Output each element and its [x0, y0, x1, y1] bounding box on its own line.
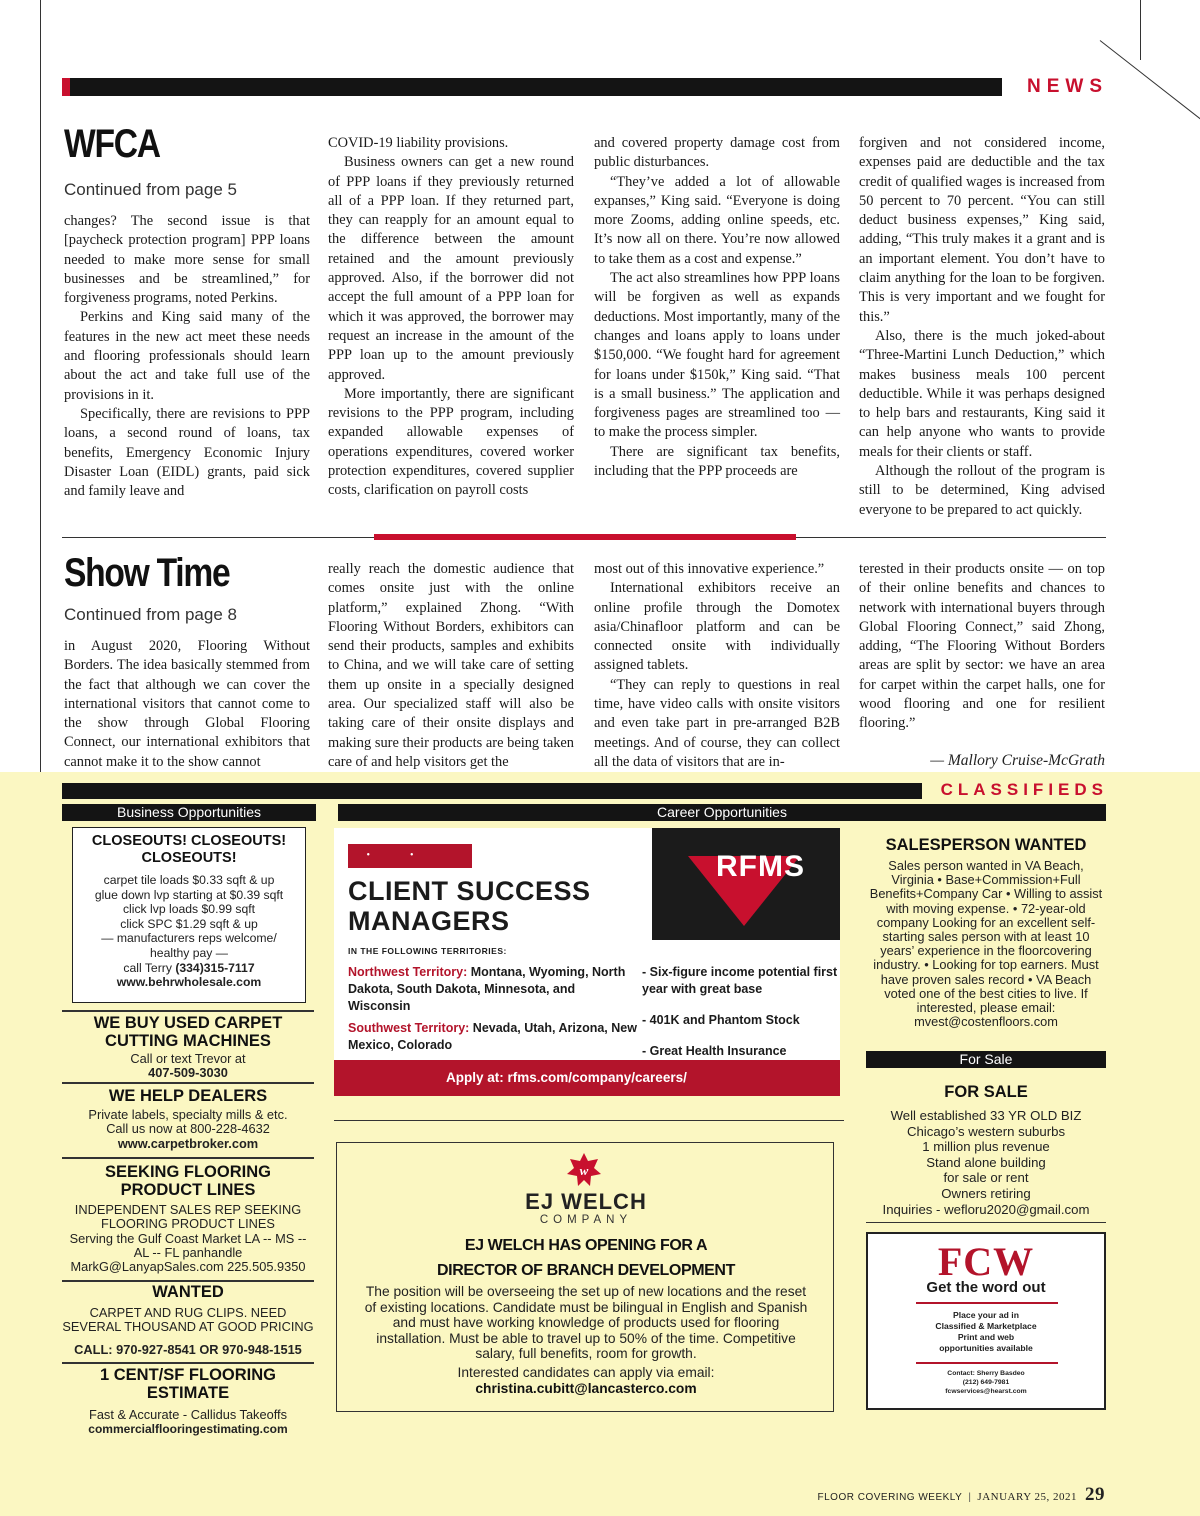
for-sale-separator	[866, 1222, 1106, 1223]
trim-mark-diagonal	[1100, 40, 1200, 127]
ad-title: WE BUY USED CARPET CUTTING MACHINES	[93, 1014, 283, 1050]
header-bar	[62, 78, 1002, 96]
classified-separator	[62, 1157, 314, 1159]
paragraph: Although the rollout of the program is still to be determined, King advised everyone to be prepared to act quickly.	[859, 463, 1105, 518]
rfms-territory-southwest	[348, 1020, 638, 1054]
trim-mark-left	[40, 0, 41, 772]
rfms-headline-line: MANAGERS	[348, 906, 510, 936]
paragraph: “They’ve added a lot of allowable expanses,” King said. “Everyone is doing more Zooms, adding online speeds, etc. It’s now all on there. You’re now allowed to take them as a cost and expense.”	[594, 173, 840, 267]
rfms-territory-northwest	[348, 964, 638, 1015]
paragraph: Perkins and King said many of the features in the new act meet these needs and flooring professionals should learn about the act and take full use of the provisions in it.	[64, 309, 310, 403]
wfca-headline: WFCA	[64, 122, 160, 166]
ad-title: WANTED	[152, 1283, 224, 1301]
closeouts-lines	[73, 873, 305, 990]
ejwelch-company: COMPANY	[539, 1214, 633, 1226]
ad-line: — manufacturers reps welcome/	[101, 931, 277, 946]
ad-title: FOR SALE	[944, 1083, 1028, 1101]
paragraph: There are significant tax benefits, including that the PPP proceeds are	[594, 443, 840, 480]
fcw-contact	[868, 1370, 1104, 1396]
paragraph: in August 2020, Flooring Without Borders. The idea basically stemmed from the fact that although we can cover the international visitors that cannot come to the show through Global Flooring Connect, our international exhibitors that cannot make it to the show cannot	[64, 638, 310, 770]
ad-phone[interactable]: 407-509-3030	[148, 1065, 228, 1081]
rfms-logo-text: RFMS	[716, 850, 805, 883]
closeouts-title: CLOSEOUTS! CLOSEOUTS! CLOSEOUTS!	[91, 833, 287, 866]
category-for-sale: For Sale	[866, 1051, 1106, 1068]
rfms-apply-link[interactable]: Apply at: rfms.com/company/careers/	[334, 1060, 840, 1096]
fcw-rule	[916, 1302, 1058, 1304]
showtime-continued-line: Continued from page 8	[64, 605, 237, 624]
seeking-lines-ad	[62, 1163, 314, 1274]
ad-line: Serving the Gulf Coast Market LA -- MS -- AL -- FL panhandle	[69, 1230, 307, 1260]
ejwelch-ad	[336, 1142, 834, 1412]
fcw-logo: FCW	[937, 1239, 1035, 1284]
estimate-ad	[62, 1366, 314, 1437]
rfms-benefit: - Six-figure income potential first year with great base	[642, 965, 838, 996]
fcw-tagline: Get the word out	[926, 1279, 1046, 1296]
showtime-column-1	[64, 637, 310, 772]
rfms-logo	[652, 828, 840, 940]
fcw-rule	[916, 1362, 1058, 1364]
paragraph: changes? The second issue is that [paycheck protection program] PPP loans needed to make more sense for small businesses and be streamlined,” for forgiveness programs, noted Perkins.	[64, 213, 310, 307]
story-divider	[62, 537, 1106, 538]
ad-line: for sale or rent	[943, 1170, 1029, 1186]
rfms-benefit: - 401K and Phantom Stock	[642, 1013, 800, 1027]
category-business-opportunities: Business Opportunities	[62, 804, 316, 821]
ejwelch-email[interactable]: christina.cubitt@lancasterco.com	[475, 1381, 697, 1396]
showtime-headline: Show Time	[64, 551, 230, 595]
paragraph: Also, there is the much joked-about “Three-Martini Lunch Deduction,” which makes business meals 100 percent deductible. While it was perhaps designed to help bars and restaurants, King said it can help anyone who wants to provide meals for their clients or staff.	[859, 327, 1105, 460]
folio-separator: |	[968, 1492, 972, 1503]
ad-contact[interactable]: MarkG@LanyapSales.com 225.505.9350	[70, 1259, 306, 1275]
trim-mark-top-right	[1140, 0, 1141, 60]
paragraph: really reach the domestic audience that comes onsite just with the online platform,” explained Zhong. “With Flooring Without Borders, exhibitors can send their products, samples and exhibits to China, and we will take care of setting them up onsite in a specially designed area. Our specialized staff will also be taking care of their onsite displays and making sure their products are being taken care of and help visitors get the	[328, 561, 574, 770]
ad-line: INDEPENDENT SALES REP SEEKING FLOORING PRODUCT LINES	[74, 1202, 302, 1232]
ad-line: glue down lvp starting at $0.39 sqft	[94, 887, 284, 902]
ad-line: Stand alone building	[926, 1154, 1046, 1170]
ad-line: Fast & Accurate - Callidus Takeoffs	[89, 1407, 287, 1422]
ejwelch-name: EJ WELCH	[525, 1189, 647, 1214]
territory-label: Northwest Territory:	[348, 965, 468, 979]
byline: — Mallory Cruise-McGrath	[930, 752, 1105, 769]
rfms-benefit: - Great Health Insurance	[642, 1044, 787, 1058]
classifieds-bar	[62, 783, 922, 799]
for-sale-ad	[866, 1082, 1106, 1217]
ad-title: SALESPERSON WANTED	[885, 836, 1087, 854]
ejwelch-headline-line: EJ WELCH HAS OPENING FOR A	[464, 1237, 708, 1254]
ejwelch-email-label: Interested candidates can apply via email:	[457, 1365, 715, 1380]
ejwelch-body: The position will be overseeing the set up of new locations and the reset of existing locations. Candidate must be bilingual in English and Spanish and must have working knowledge of products used for flooring installation. Must be able to travel up to 50% of the time. Competitive salary, full benefits, room for growth.	[364, 1284, 808, 1361]
rfms-ad[interactable]	[334, 828, 840, 1096]
paragraph: COVID-19 liability provisions.	[328, 135, 509, 151]
issue-date: JANUARY 25, 2021	[977, 1491, 1077, 1503]
svg-text:w: w	[579, 1163, 589, 1178]
ad-line: CARPET AND RUG CLIPS. NEED SEVERAL THOUSAND AT GOOD PRICING	[62, 1305, 314, 1335]
ejwelch-headline	[337, 1233, 835, 1283]
ad-phone[interactable]: (334)315-7117	[175, 960, 255, 975]
territory-states: Montana, Wyoming, North Dakota, South Dakota, Minnesota, and Wisconsin	[348, 965, 626, 1013]
ad-line: healthy pay —	[150, 945, 228, 960]
classified-separator	[62, 1010, 314, 1012]
ad-line: Private labels, specialty mills & etc.	[88, 1107, 288, 1122]
fcw-house-ad	[866, 1232, 1106, 1410]
ad-line: click SPC $1.29 sqft & up	[120, 916, 258, 931]
ad-title: WE HELP DEALERS	[108, 1087, 268, 1105]
ad-line	[73, 961, 305, 976]
publication-name: FLOOR COVERING WEEKLY	[817, 1492, 963, 1503]
fcw-contact-line[interactable]: fcwservices@hearst.com	[945, 1387, 1027, 1395]
wfca-column-4	[859, 134, 1105, 520]
wanted-ad	[62, 1283, 314, 1357]
page-number: 29	[1085, 1484, 1105, 1505]
classified-separator	[62, 1280, 314, 1282]
paragraph: The act also streamlines how PPP loans will be forgiven as well as expands deductions. Most importantly, many of the changes and loans apply to loans under $150,000. “We fought hard for agreement for loans under $150k,” King said. “That is a small business.” The application and forgiveness pages are streamlined too — to make the process simpler.	[594, 270, 840, 441]
ad-website[interactable]: www.carpetbroker.com	[117, 1135, 259, 1151]
paragraph: forgiven and not considered income, expenses paid are deductible and the tax credit of qualified wages is increased from 50 percent to 70 percent. “You can still deduct business expenses,” King said, adding, “This truly makes it a grant and is an important element. You don’t have to claim anything for the loan to be forgiven. This is very important and we fought for this.”	[859, 135, 1105, 325]
category-career-opportunities: Career Opportunities	[338, 804, 1106, 821]
rfms-headline-line: CLIENT SUCCESS	[348, 876, 591, 906]
fcw-line: Classified & Marketplace	[935, 1321, 1037, 1331]
ad-line: 1 million plus revenue	[922, 1139, 1050, 1155]
ad-title: 1 CENT/SF FLOORING ESTIMATE	[99, 1366, 276, 1402]
ad-phone[interactable]: CALL: 970-927-8541 OR 970-948-1515	[74, 1341, 302, 1357]
rfms-benefits	[642, 964, 838, 1074]
rfms-tab-dots: ••	[366, 850, 454, 861]
ejwelch-logo-icon	[565, 1151, 603, 1189]
classified-separator	[62, 1362, 314, 1364]
showtime-column-2	[328, 560, 574, 772]
paragraph: and covered property damage cost from public disturbances.	[594, 135, 840, 171]
ad-website[interactable]: commercialflooringestimating.com	[88, 1422, 288, 1437]
ad-body: Sales person wanted in VA Beach, Virginia • Base+Commission+Full Benefits+Company Car • Willing to assist with moving expense. • 72-year-old company Looking for an excellent self-starting sales person with at least 10 years’ experience in the floorcovering industry. • Looking for top earners. Must have proven sales record • VA Beach voted one of the best cities to live. If interested, please email: mvest@costenfloors.com	[869, 858, 1103, 1030]
rfms-headline	[348, 876, 591, 936]
used-carpet-ad	[62, 1014, 314, 1081]
ad-title: SEEKING FLOORING PRODUCT LINES	[105, 1163, 271, 1199]
classified-separator	[62, 1082, 314, 1084]
ad-line: Owners retiring	[941, 1185, 1031, 1201]
wfca-column-2	[328, 134, 574, 501]
fcw-line: Print and web	[957, 1332, 1015, 1342]
showtime-column-3	[594, 560, 840, 772]
page-folio	[818, 1484, 1105, 1506]
fcw-contact-line: Contact: Sherry Basdeo	[947, 1370, 1025, 1377]
ad-email[interactable]: Inquiries - wefloru2020@gmail.com	[882, 1201, 1090, 1217]
territory-label: Southwest Territory:	[348, 1021, 470, 1035]
territory-states: Nevada, Utah, Arizona, New Mexico, Colorado	[348, 1021, 637, 1052]
ad-call-label: call Terry	[123, 960, 172, 975]
fcw-body	[868, 1310, 1104, 1354]
ad-line: carpet tile loads $0.33 sqft & up	[103, 873, 275, 887]
rfms-subheading: IN THE FOLLOWING TERRITORIES:	[348, 946, 507, 956]
paragraph: International exhibitors receive an online profile through the Domotex asia/Chinafloor platform and can be connected onsite with individually assigned tablets.	[594, 580, 840, 674]
ad-line: Call us now at 800-228-4632	[106, 1121, 270, 1137]
ejwelch-headline-line: DIRECTOR OF BRANCH DEVELOPMENT	[437, 1262, 735, 1279]
paragraph: “They can reply to questions in real time, have video calls with onsite visitors and even take part in pre-arranged B2B meetings. And of course, they can collect all the data of visitors that are in-	[594, 676, 840, 770]
ad-line: click lvp loads $0.99 sqft	[122, 902, 256, 917]
paragraph: Specifically, there are revisions to PPP loans, a second round of loans, tax benefits, Emergency Economic Injury Disaster Loan (EIDL) grants, paid sick and family leave and	[64, 405, 310, 500]
paragraph: More importantly, there are significant revisions to the PPP program, including expanded allowable expenses of operations expenditures, covered worker protection expenditures, covered supplier costs, clarification on payroll costs	[328, 385, 574, 499]
career-ad-separator	[334, 1120, 844, 1121]
showtime-column-4	[859, 560, 1105, 734]
ad-line: Call or text Trevor at	[130, 1051, 246, 1066]
ad-website[interactable]: www.behrwholesale.com	[116, 975, 262, 990]
rfms-territories	[348, 964, 638, 1054]
paragraph: terested in their products onsite — on top of their online benefits and chances to network with international buyers through Global Flooring Connect,” said Zhong, adding, “The Flooring Without Borders areas are split by sector: we have an area for carpet within the carpet halls, one for wood flooring and one for resilient flooring.”	[859, 561, 1105, 732]
wfca-column-1	[64, 212, 310, 501]
fcw-contact-line[interactable]: (212) 649-7981	[962, 1378, 1010, 1386]
fcw-line: opportunities available	[939, 1343, 1033, 1353]
section-label-classifieds: CLASSIFIEDS	[940, 780, 1108, 799]
paragraph: most out of this innovative experience.”	[594, 561, 825, 577]
header-bar-accent	[62, 78, 70, 96]
story-divider-accent	[374, 534, 796, 540]
ad-line: Well established 33 YR OLD BIZ	[890, 1108, 1082, 1123]
wfca-column-3	[594, 134, 840, 481]
ad-line: Chicago’s western suburbs	[906, 1123, 1066, 1139]
paragraph: Business owners can get a new round of PPP loans if they previously returned all of a PPP loan. If they returned part, they can reapply for an amount equal to the difference between the amount retained and the amount previously approved. Also, if the borrower did not accept the full amount of a PPP loan for which it was approved, the borrower may request an increase in the amount of the PPP loan up to the amount previously approved.	[328, 154, 574, 383]
salesperson-ad	[866, 835, 1106, 1029]
help-dealers-ad	[62, 1087, 314, 1151]
closeouts-ad	[72, 827, 306, 1003]
wfca-continued-line: Continued from page 5	[64, 180, 237, 199]
section-label-news: NEWS	[1027, 76, 1108, 97]
for-sale-lines	[866, 1108, 1106, 1217]
fcw-line: Place your ad in	[953, 1310, 1019, 1320]
